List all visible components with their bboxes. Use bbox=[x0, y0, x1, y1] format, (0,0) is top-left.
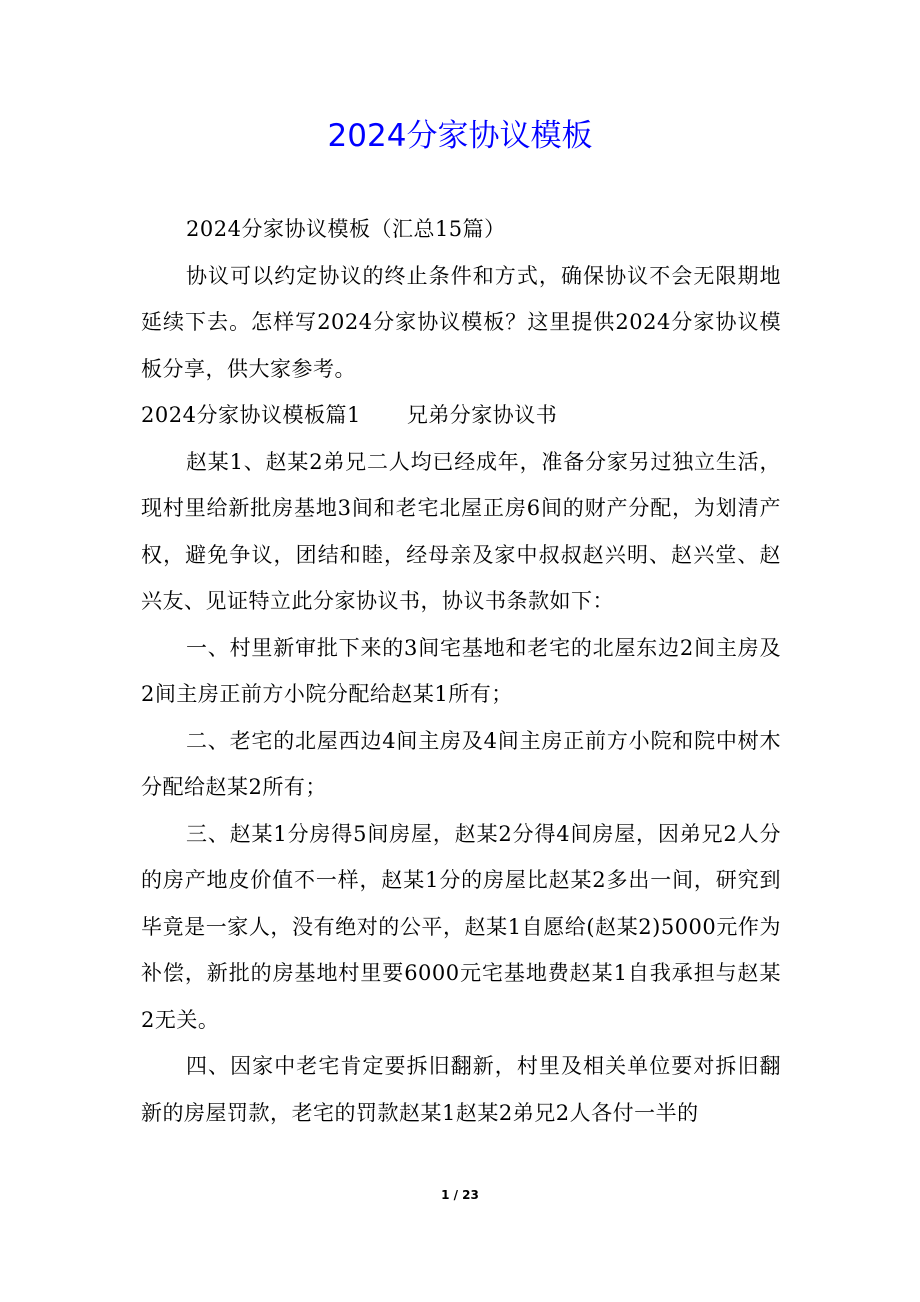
document-subtitle: 2024分家协议模板（汇总15篇） bbox=[186, 217, 506, 241]
section-name: 兄弟分家协议书 bbox=[406, 403, 558, 427]
paragraph-clause-1: 一、村里新审批下来的3间宅基地和老宅的北屋东边2间主房及2间主房正前方小院分配给赵某1所有； bbox=[141, 635, 781, 706]
paragraph-clause-3: 三、赵某1分房得5间房屋，赵某2分得4间房屋，因弟兄2人分的房产地皮价值不一样，赵某1分的房屋比赵某2多出一间，研究到毕竟是一家人，没有绝对的公平，赵某1自愿给(赵某2)5000元作为补偿，新批的房基地村里要6000元宅基地费赵某1自我承担与赵某2无关。 bbox=[141, 821, 781, 1032]
document-body bbox=[141, 206, 781, 1136]
page-number: 1 / 23 bbox=[441, 1188, 479, 1202]
paragraph-clause-4: 四、因家中老宅肯定要拆旧翻新，村里及相关单位要对拆旧翻新的房屋罚款，老宅的罚款赵某1赵某2弟兄2人各付一半的 bbox=[141, 1054, 781, 1125]
paragraph-preamble: 赵某1、赵某2弟兄二人均已经成年，准备分家另过独立生活，现村里给新批房基地3间和老宅北屋正房6间的财产分配，为划清产权，避免争议，团结和睦，经母亲及家中叔叔赵兴明、赵兴堂、赵兴友、见证特立此分家协议书，协议书条款如下： bbox=[141, 449, 781, 613]
section-number-label: 2024分家协议模板篇1 bbox=[141, 403, 361, 427]
intro-paragraph: 协议可以约定协议的终止条件和方式，确保协议不会无限期地延续下去。怎样写2024分家协议模板？这里提供2024分家协议模板分享，供大家参考。 bbox=[141, 263, 781, 381]
section-heading bbox=[141, 392, 781, 439]
paragraph-clause-2: 二、老宅的北屋西边4间主房及4间主房正前方小院和院中树木分配给赵某2所有； bbox=[141, 728, 781, 799]
document-title: 2024分家协议模板 bbox=[327, 118, 593, 154]
